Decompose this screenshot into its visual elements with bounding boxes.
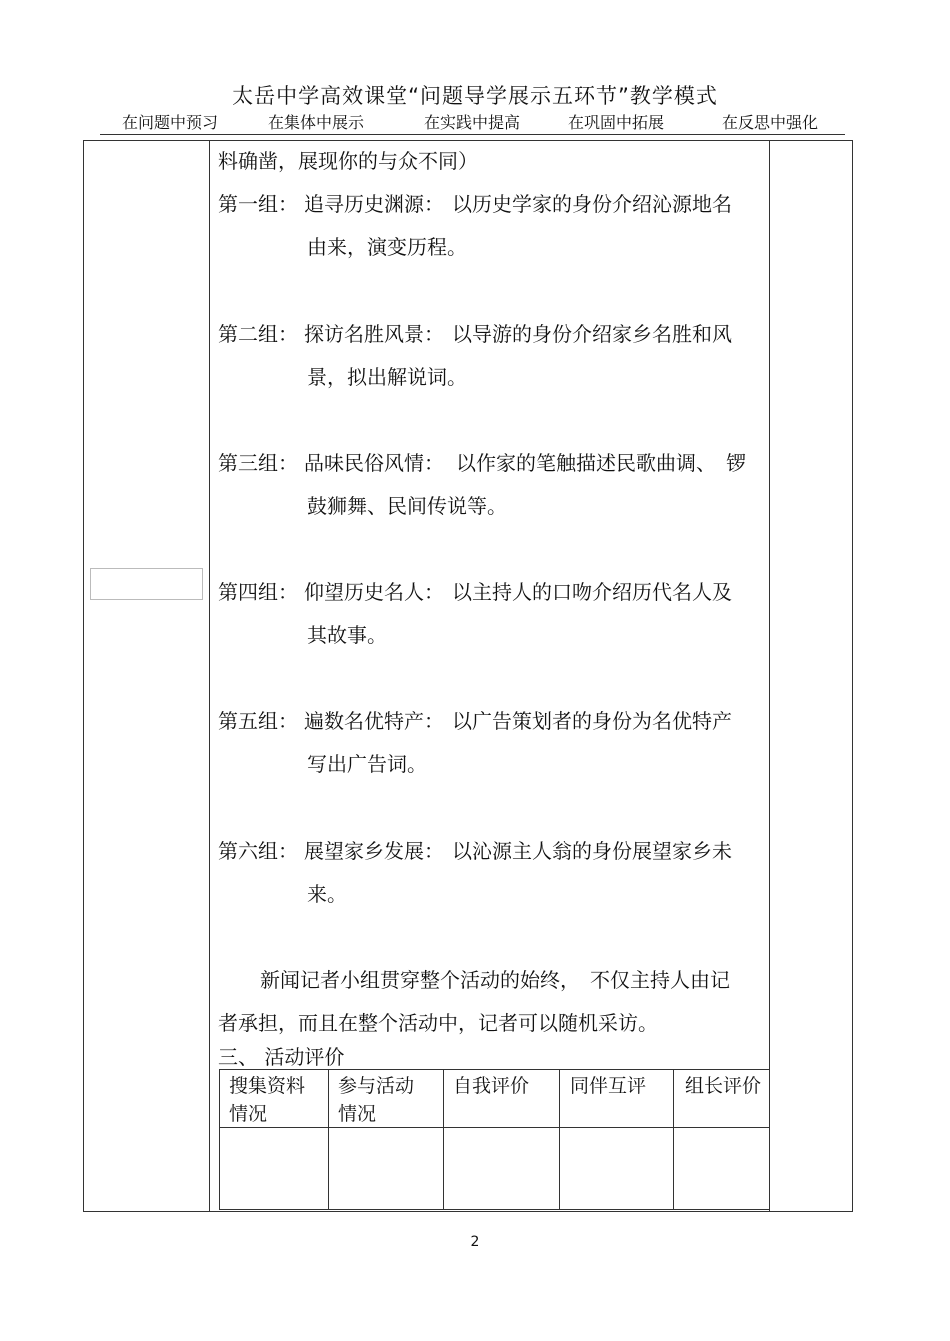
eval-header-participation (338, 1072, 440, 1128)
eval-header-participation-line1: 参与活动 (338, 1075, 415, 1097)
intro-tail-text: 料确凿，展现你的与众不同） (218, 149, 478, 173)
eval-header-collection-line1: 搜集资料 (229, 1075, 306, 1097)
group-3-label: 第三组： (218, 451, 298, 475)
eval-table-bottom (219, 1209, 769, 1210)
group-6-desc-cont: 来。 (307, 882, 347, 906)
eval-col-line-1 (328, 1069, 329, 1210)
phase-extend: 在巩固中拓展 (568, 113, 665, 132)
group-5-label: 第五组： (218, 709, 298, 733)
group-5-desc: 以广告策划者的身份为名优特产 (452, 709, 732, 733)
group-4-desc-cont: 其故事。 (307, 623, 387, 647)
group-4-desc: 以主持人的口吻介绍历代名人及 (452, 580, 732, 604)
group-6-topic: 展望家乡发展： (304, 839, 444, 863)
phase-practice: 在实践中提高 (424, 113, 521, 132)
group-2-label: 第二组： (218, 322, 298, 346)
eval-header-self-line1: 自我评价 (453, 1075, 530, 1097)
eval-header-self (453, 1072, 555, 1100)
group-1-desc: 以历史学家的身份介绍沁源地名 (452, 192, 732, 216)
table-border-bottom (83, 1211, 853, 1212)
eval-header-peer (570, 1072, 670, 1100)
group-4-topic: 仰望历史名人： (304, 580, 444, 604)
eval-header-peer-line1: 同伴互评 (570, 1075, 647, 1097)
page-number: 2 (470, 1234, 480, 1250)
group-3-topic: 品味民俗风情： (304, 451, 444, 475)
group-5-desc-cont: 写出广告词。 (307, 752, 427, 776)
phase-reflect: 在反思中强化 (722, 113, 819, 132)
eval-header-participation-line2: 情况 (338, 1103, 377, 1125)
group-4-label: 第四组： (218, 580, 298, 604)
eval-header-leader (685, 1072, 769, 1100)
eval-col-line-4 (673, 1069, 674, 1210)
table-border-left (83, 140, 84, 1212)
eval-col-line-2 (443, 1069, 444, 1210)
eval-header-leader-line1: 组长评价 (685, 1075, 762, 1097)
header-rule (100, 134, 845, 135)
group-1-label: 第一组： (218, 192, 298, 216)
eval-header-collection-line2: 情况 (229, 1103, 268, 1125)
table-divider-1 (209, 140, 210, 1212)
group-2-desc-cont: 景，拟出解说词。 (307, 365, 467, 389)
table-border-top (83, 140, 853, 141)
group-3-desc-cont: 鼓狮舞、民间传说等。 (307, 494, 507, 518)
group-6-label: 第六组： (218, 839, 298, 863)
group-2-topic: 探访名胜风景： (304, 322, 444, 346)
phase-display: 在集体中展示 (268, 113, 365, 132)
eval-header-collection (229, 1072, 325, 1128)
phase-preview: 在问题中预习 (122, 113, 219, 132)
group-1-desc-cont: 由来，演变历程。 (307, 235, 467, 259)
left-column-box (90, 568, 203, 600)
group-1-topic: 追寻历史渊源： (304, 192, 444, 216)
eval-col-line-3 (559, 1069, 560, 1210)
eval-table-top (219, 1069, 769, 1070)
table-divider-2 (769, 140, 770, 1212)
reporter-paragraph-line2: 者承担，而且在整个活动中，记者可以随机采访。 (218, 1011, 658, 1035)
group-5-topic: 遍数名优特产： (304, 709, 444, 733)
page-title: 太岳中学高效课堂“问题导学展示五环节”教学模式 (232, 84, 718, 108)
section-heading-evaluation: 三、 活动评价 (218, 1045, 345, 1069)
group-2-desc: 以导游的身份介绍家乡名胜和风 (452, 322, 732, 346)
group-6-desc: 以沁源主人翁的身份展望家乡未 (452, 839, 732, 863)
group-3-desc: 以作家的笔触描述民歌曲调、 锣 (456, 451, 746, 475)
eval-col-line-0 (219, 1069, 220, 1210)
table-border-right (852, 140, 853, 1212)
reporter-paragraph-line1: 新闻记者小组贯穿整个活动的始终， 不仅主持人由记 (260, 968, 730, 992)
